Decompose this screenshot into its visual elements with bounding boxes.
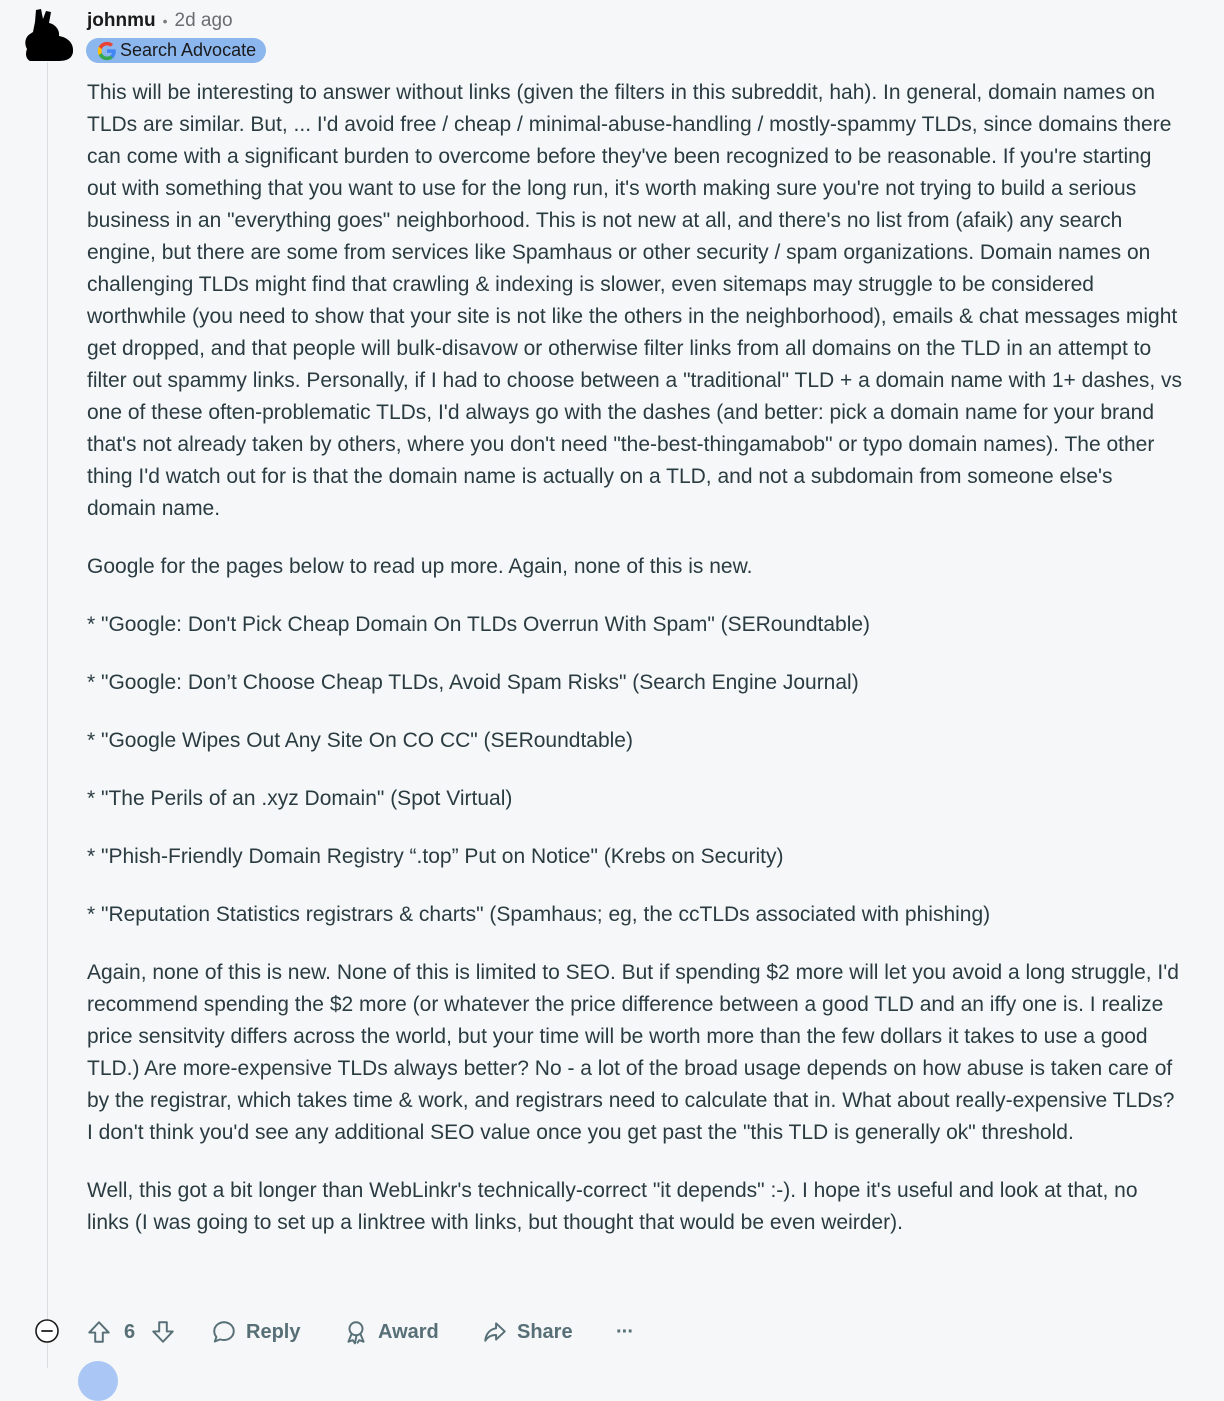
- paragraph-intro: This will be interesting to answer without links (given the filters in this subreddit, hah). In general, domain names on TLDs are similar. But, ... I'd avoid free / cheap / minimal-abuse-handling / mostly-spammy TLDs, since domains there can come with a significant burden to overcome before they've been recognized to be reasonable. If you're starting out with something that you want to use for the long run, it's worth making sure you're not trying to build a serious business in an "everything goes" neighborhood. This is not new at all, and there's no list from (afaik) any search engine, but there are some from services like Spamhaus or other security / spam organizations. Domain names on challenging TLDs might find that crawling & indexing is slower, even sitemaps may struggle to be considered worthwhile (you need to show that your site is not like the others in the neighborhood), emails & chat messages might get dropped, and that people will bulk-disavow or otherwise filter links from all domains on the TLD in an attempt to filter out spammy links. Personally, if I had to choose between a "traditional" TLD + a domain name with 1+ dashes, vs one of these often-problematic TLDs, I'd always go with the dashes (and better: pick a domain name for your brand that's not already taken by others, where you don't need "the-best-thingamabob" or typo domain names). The other thing I'd watch out for is that the domain name is actually on a TLD, and not a subdomain from someone else's domain name.: [87, 81, 1183, 520]
- collapse-minus-icon[interactable]: [35, 1319, 59, 1343]
- paragraph-google-for: Google for the pages below to read up more. Again, none of this is new.: [87, 555, 753, 578]
- list-item: * "Phish-Friendly Domain Registry “.top” Put on Notice" (Krebs on Security): [87, 845, 784, 868]
- timestamp[interactable]: 2d ago: [174, 10, 233, 31]
- downvote-button[interactable]: [150, 1318, 176, 1346]
- share-label: Share: [517, 1320, 573, 1343]
- flair-text: Search Advocate: [120, 40, 257, 60]
- user-flair: [86, 38, 266, 63]
- list-item: * "Reputation Statistics registrars & charts" (Spamhaus; eg, the ccTLDs associated with phishing): [87, 903, 991, 926]
- comment-body: [87, 77, 1185, 1265]
- award-label: Award: [378, 1320, 439, 1343]
- vote-count: 6: [124, 1320, 136, 1343]
- upvote-button[interactable]: [86, 1318, 112, 1346]
- author-username[interactable]: johnmu: [87, 10, 156, 31]
- comment-header: [87, 9, 233, 33]
- google-g-icon: [96, 40, 118, 62]
- paragraph-closing: Well, this got a bit longer than WebLinkr's technically-correct "it depends" :-). I hope it's useful and look at that, no links (I was going to set up a linktree with links, but thought that would be even weirder).: [87, 1179, 1138, 1234]
- reply-button[interactable]: [211, 1318, 300, 1346]
- reply-label: Reply: [246, 1320, 301, 1343]
- more-options-icon: ···: [616, 1320, 633, 1343]
- avatar[interactable]: [22, 8, 76, 62]
- downvote-arrow-icon: [150, 1319, 176, 1345]
- header-separator: •: [162, 13, 168, 29]
- share-button[interactable]: [482, 1318, 573, 1346]
- list-item: * "Google Wipes Out Any Site On CO CC" (SERoundtable): [87, 729, 633, 752]
- comment-action-bar: [0, 1312, 1224, 1352]
- paragraph-again: Again, none of this is new. None of this is limited to SEO. But if spending $2 more will let you avoid a long struggle, I'd recommend spending the $2 more (or whatever the price difference between a good TLD and an iffy one is. I realize price sensitvity differs across the world, but your time will be worth more than the few dollars it takes to use a good TLD.) Are more-expensive TLDs always better? No - a lot of the broad usage depends on how abuse is taken care of by the registrar, which takes time & work, and registrars need to calculate that in. What about really-expensive TLDs? I don't think you'd see any additional SEO value once you get past the "this TLD is generally ok" threshold.: [87, 961, 1179, 1144]
- speech-bubble-icon: [211, 1319, 237, 1345]
- thread-line[interactable]: [47, 62, 48, 1368]
- award-ribbon-icon: [343, 1319, 369, 1345]
- award-button[interactable]: [343, 1318, 439, 1346]
- more-options-button[interactable]: [616, 1318, 633, 1346]
- next-comment-avatar[interactable]: [78, 1361, 118, 1401]
- share-arrow-icon: [482, 1319, 508, 1345]
- list-item: * "Google: Don’t Choose Cheap TLDs, Avoid Spam Risks" (Search Engine Journal): [87, 671, 859, 694]
- upvote-arrow-icon: [86, 1319, 112, 1345]
- list-item: * "Google: Don't Pick Cheap Domain On TLDs Overrun With Spam" (SERoundtable): [87, 613, 871, 636]
- list-item: * "The Perils of an .xyz Domain" (Spot Virtual): [87, 787, 513, 810]
